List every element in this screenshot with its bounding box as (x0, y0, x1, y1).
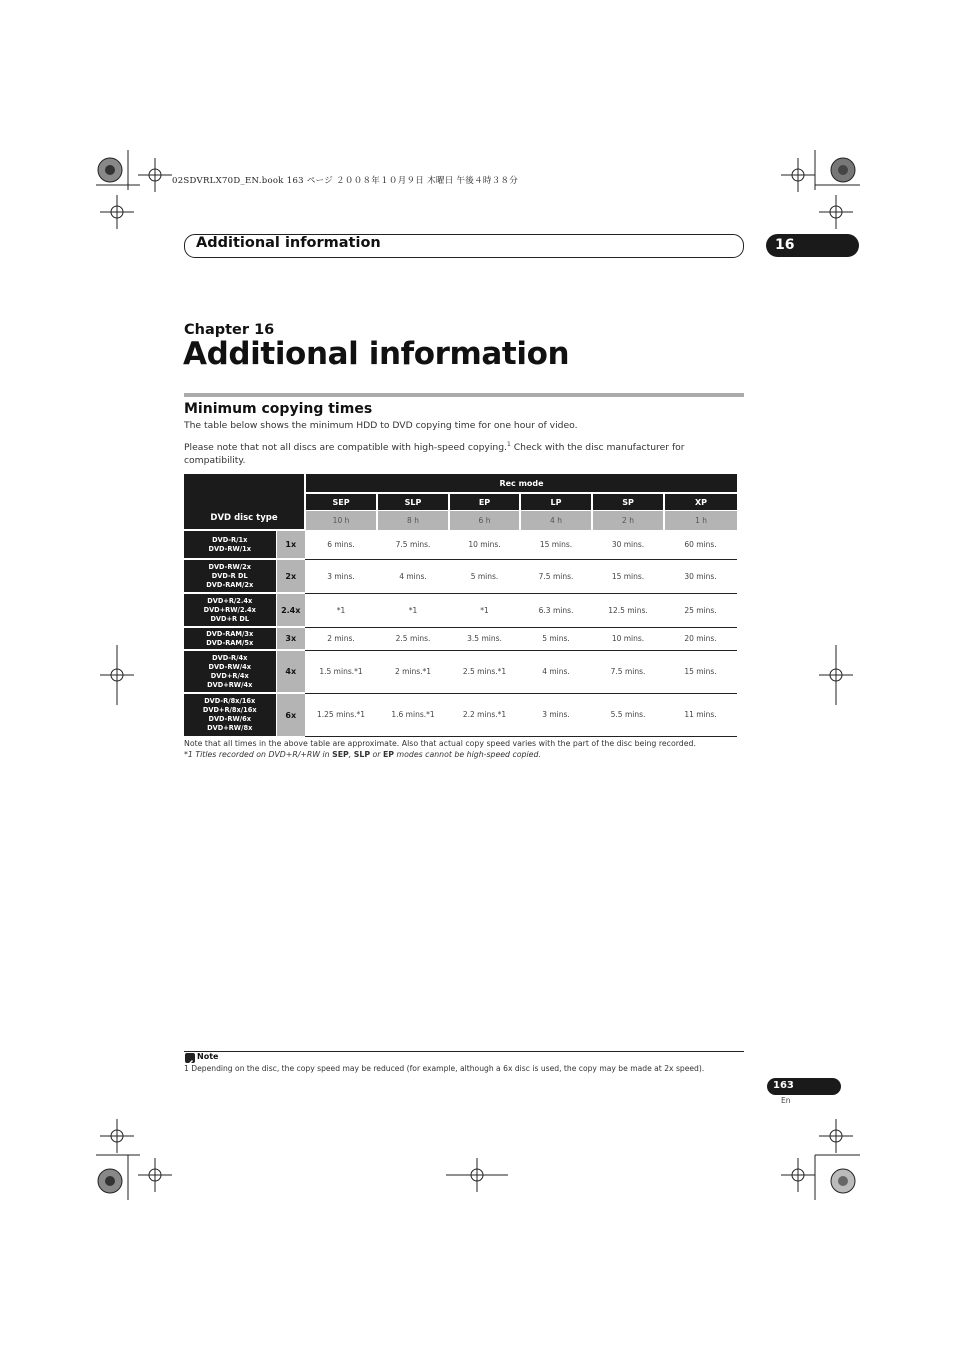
value-cell: 4 mins. (377, 559, 449, 593)
value-cell: *1 (449, 593, 520, 627)
value-cell: 2.5 mins. (377, 627, 449, 650)
value-cell: 11 mins. (664, 693, 737, 736)
registration-target-icon (138, 1158, 172, 1192)
color-rosette-icon (98, 158, 855, 1193)
disc-types: DVD+R/2.4x DVD+RW/2.4x DVD+R DL (184, 593, 276, 627)
value-cell: 3 mins. (305, 559, 377, 593)
registration-target-icon (100, 645, 134, 705)
value-cell: 30 mins. (592, 530, 664, 559)
value-cell: 15 mins. (664, 650, 737, 693)
value-cell: *1 (305, 593, 377, 627)
hours-cell: 10 h (305, 511, 377, 531)
value-cell: 10 mins. (592, 627, 664, 650)
value-cell: 10 mins. (449, 530, 520, 559)
page-language: En (781, 1096, 791, 1105)
mode-header: LP (520, 493, 592, 511)
disc-types: DVD-RW/2x DVD-R DL DVD-RAM/2x (184, 559, 276, 593)
value-cell: 7.5 mins. (377, 530, 449, 559)
banner-title: Additional information (196, 235, 381, 251)
registration-target-icon (138, 158, 172, 192)
value-cell: 1.25 mins.*1 (305, 693, 377, 736)
speed-cell: 2.4x (276, 593, 305, 627)
page-number: 163 (773, 1080, 794, 1091)
registration-target-icon (819, 1119, 853, 1153)
value-cell: 2.2 mins.*1 (449, 693, 520, 736)
registration-target-icon (100, 195, 134, 229)
value-cell: *1 (377, 593, 449, 627)
footnote-ref: 1 (506, 441, 511, 448)
note-text: 1 Depending on the disc, the copy speed may be reduced (for example, although a 6x disc is used, the copy may be made at 2x speed). (184, 1064, 705, 1073)
value-cell: 20 mins. (664, 627, 737, 650)
value-cell: 15 mins. (520, 530, 592, 559)
hours-cell: 6 h (449, 511, 520, 531)
value-cell: 6.3 mins. (520, 593, 592, 627)
mode-header: SLP (377, 493, 449, 511)
value-cell: 5.5 mins. (592, 693, 664, 736)
registration-target-icon (446, 1158, 508, 1192)
registration-target-icon (781, 1158, 815, 1192)
compat-text: Please note that not all discs are compatible with high-speed copying. (184, 442, 507, 454)
approx-note: Note that all times in the above table are approximate. Also that actual copy speed varies with the part of the disc being recorded. (184, 739, 696, 748)
value-cell: 1.5 mins.*1 (305, 650, 377, 693)
chapter-number: 16 (775, 237, 795, 253)
value-cell: 15 mins. (592, 559, 664, 593)
hours-cell: 2 h (592, 511, 664, 531)
speed-cell: 4x (276, 650, 305, 693)
hours-cell: 1 h (664, 511, 737, 531)
disc-types: DVD-R/8x/16x DVD+R/8x/16x DVD-RW/6x DVD+RW/8x (184, 693, 276, 736)
dvd-disc-type-header: DVD disc type (184, 474, 305, 530)
value-cell: 25 mins. (664, 593, 737, 627)
speed-cell: 3x (276, 627, 305, 650)
value-cell: 1.6 mins.*1 (377, 693, 449, 736)
value-cell: 2.5 mins.*1 (449, 650, 520, 693)
speed-cell: 1x (276, 530, 305, 559)
rec-mode-header: Rec mode (305, 474, 737, 493)
value-cell: 7.5 mins. (520, 559, 592, 593)
page-title: Additional information (183, 336, 570, 372)
registration-target-icon (100, 1119, 134, 1153)
value-cell: 7.5 mins. (592, 650, 664, 693)
print-header: 02SDVRLX70D_EN.book 163 ページ ２００８年１０月９日 木曜日 午後４時３８分 (172, 176, 519, 186)
compat-text-c: compatibility. (184, 454, 246, 466)
disc-types: DVD-R/4x DVD-RW/4x DVD+R/4x DVD+RW/4x (184, 650, 276, 693)
value-cell: 3.5 mins. (449, 627, 520, 650)
value-cell: 5 mins. (520, 627, 592, 650)
section-title: Minimum copying times (184, 401, 373, 417)
value-cell: 3 mins. (520, 693, 592, 736)
mode-header: SEP (305, 493, 377, 511)
speed-cell: 6x (276, 693, 305, 736)
value-cell: 4 mins. (520, 650, 592, 693)
disc-types: DVD-R/1x DVD-RW/1x (184, 530, 276, 559)
chapter-label: Chapter 16 (184, 322, 275, 338)
registration-target-icon (819, 195, 853, 229)
value-cell: 2 mins.*1 (377, 650, 449, 693)
hours-cell: 8 h (377, 511, 449, 531)
intro-paragraph: The table below shows the minimum HDD to DVD copying time for one hour of video. (184, 420, 578, 431)
mode-header: XP (664, 493, 737, 511)
disc-types: DVD-RAM/3x DVD-RAM/5x (184, 627, 276, 650)
value-cell: 6 mins. (305, 530, 377, 559)
value-cell: 60 mins. (664, 530, 737, 559)
value-cell: 30 mins. (664, 559, 737, 593)
speed-cell: 2x (276, 559, 305, 593)
value-cell: 2 mins. (305, 627, 377, 650)
compat-text-b: Check with the disc manufacturer for (510, 442, 685, 454)
value-cell: 5 mins. (449, 559, 520, 593)
registration-target-icon (781, 158, 815, 192)
mode-header: SP (592, 493, 664, 511)
mode-header: EP (449, 493, 520, 511)
note-title: Note (197, 1052, 219, 1061)
value-cell: 12.5 mins. (592, 593, 664, 627)
hours-cell: 4 h (520, 511, 592, 531)
registration-target-icon (819, 645, 853, 705)
star-footnote: *1 Titles recorded on DVD+R/+RW in SEP, SLP or EP modes cannot be high-speed copied. (184, 750, 541, 759)
